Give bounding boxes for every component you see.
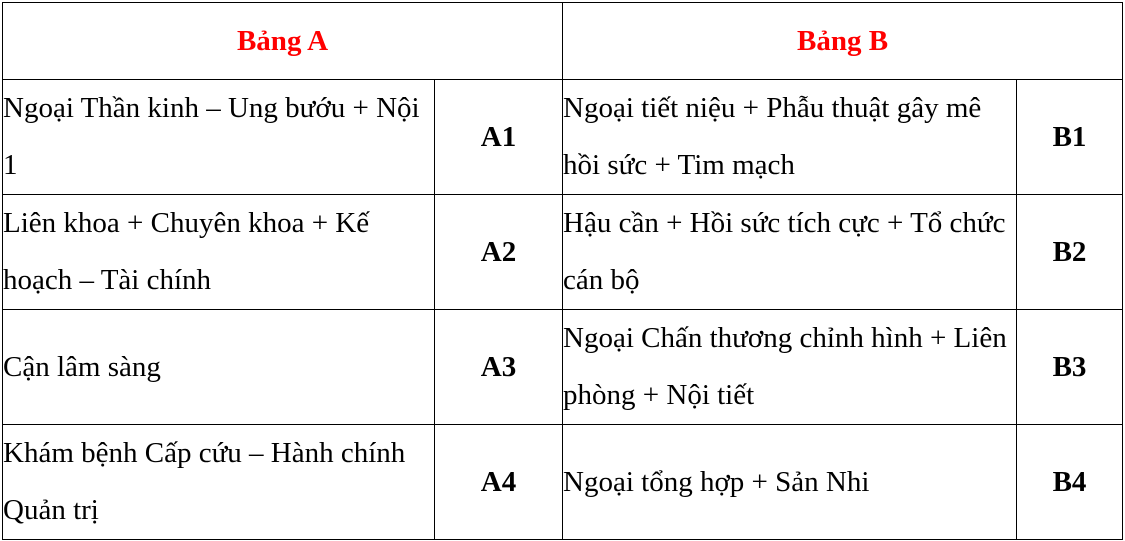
header-bang-b: Bảng B (563, 3, 1123, 80)
group-b-departments: Ngoại tiết niệu + Phẫu thuật gây mê hồi sức + Tim mạch (563, 80, 1017, 195)
group-b-code: B2 (1017, 195, 1123, 310)
group-a-departments: Khám bệnh Cấp cứu – Hành chính Quản trị (3, 425, 435, 540)
group-b-departments: Hậu cần + Hồi sức tích cực + Tổ chức cán bộ (563, 195, 1017, 310)
group-a-departments: Cận lâm sàng (3, 310, 435, 425)
header-row (3, 3, 1123, 80)
group-b-code: B4 (1017, 425, 1123, 540)
table-row (3, 195, 1123, 310)
group-b-code: B1 (1017, 80, 1123, 195)
table-row (3, 80, 1123, 195)
group-a-code: A2 (435, 195, 563, 310)
group-b-departments: Ngoại Chấn thương chỉnh hình + Liên phòng + Nội tiết (563, 310, 1017, 425)
group-b-departments: Ngoại tổng hợp + Sản Nhi (563, 425, 1017, 540)
group-a-departments: Ngoại Thần kinh – Ung bướu + Nội 1 (3, 80, 435, 195)
group-table (2, 2, 1123, 540)
table-row (3, 310, 1123, 425)
group-a-code: A3 (435, 310, 563, 425)
group-a-code: A1 (435, 80, 563, 195)
table-row (3, 425, 1123, 540)
header-bang-a: Bảng A (3, 3, 563, 80)
group-a-code: A4 (435, 425, 563, 540)
group-b-code: B3 (1017, 310, 1123, 425)
group-a-departments: Liên khoa + Chuyên khoa + Kế hoạch – Tài chính (3, 195, 435, 310)
